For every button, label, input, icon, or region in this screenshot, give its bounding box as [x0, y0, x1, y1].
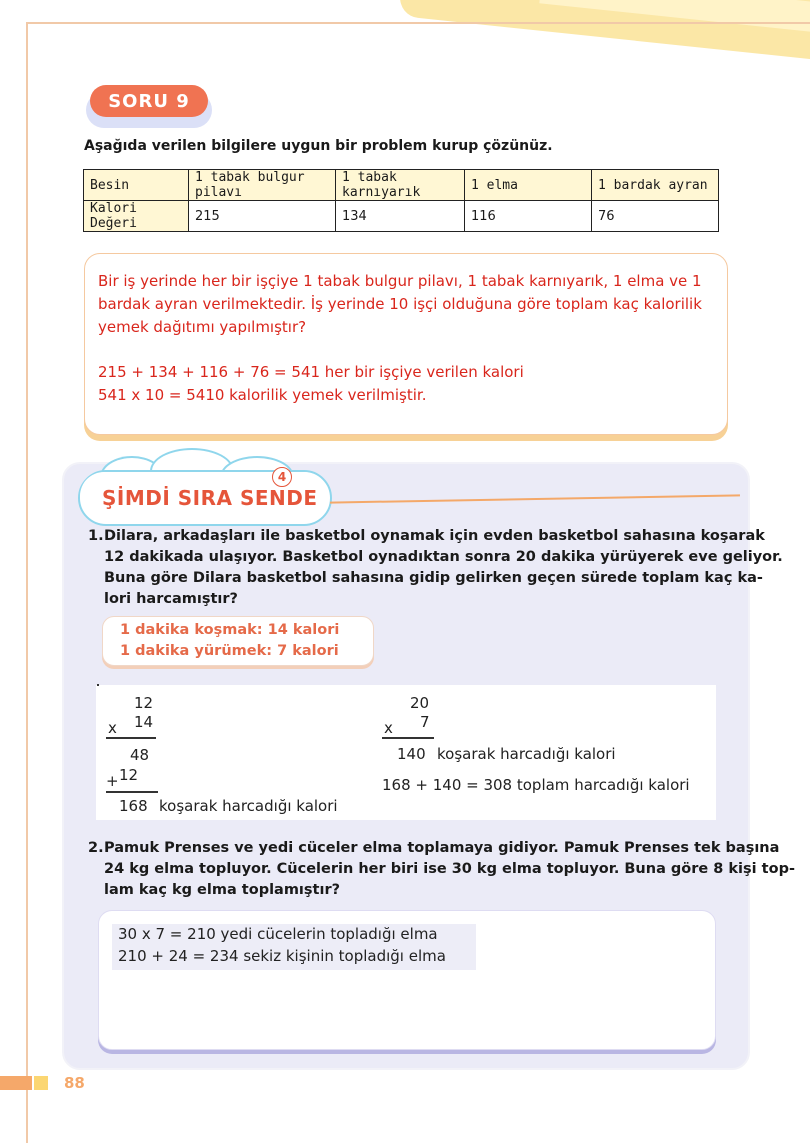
multiplicand: 12	[134, 694, 154, 712]
answer-line: 210 + 24 = 234 sekiz kişinin topladığı elma	[118, 947, 446, 965]
table-cell: 116	[465, 201, 592, 232]
table-header-cell: 1 tabak karnıyarık	[336, 170, 465, 201]
total-line: 168 + 140 = 308 toplam harcadığı kalori	[382, 776, 690, 794]
calorie-table	[83, 169, 719, 232]
hint-line: 1 dakika yürümek: 7 kalori	[120, 643, 339, 659]
partial-product: 48	[130, 746, 150, 764]
question-line: Dilara, arkadaşları ile basketbol oynamak için evden basketbol sahasına koşarak	[104, 528, 765, 544]
section-title: ŞİMDİ SIRA SENDE	[102, 486, 318, 510]
calc-line	[382, 737, 434, 739]
question-number: 2.	[88, 840, 104, 856]
table-header-cell: 1 bardak ayran	[592, 170, 719, 201]
section-number: 4	[272, 467, 292, 487]
question-badge: SORU 9	[90, 85, 208, 117]
calc-line	[106, 737, 156, 739]
multiply-sign: x	[108, 719, 117, 737]
question-line: lori harcamıştır?	[104, 591, 238, 607]
partial-product: 12	[119, 766, 139, 784]
table-header-cell: 1 tabak bulgur pilavı	[189, 170, 336, 201]
table-header-row	[84, 170, 719, 201]
multiplier: 14	[134, 713, 154, 731]
table-cell: 76	[592, 201, 719, 232]
question-line: 24 kg elma topluyor. Cücelerin her biri ise 30 kg elma topluyor. Buna göre 8 kişi top-	[104, 861, 795, 877]
instruction-text: Aşağıda verilen bilgilere uygun bir problem kurup çözünüz.	[84, 138, 553, 154]
table-header-cell: 1 elma	[465, 170, 592, 201]
table-row-label: Kalori Değeri	[84, 201, 189, 232]
table-header-cell: Besin	[84, 170, 189, 201]
footer-bar	[34, 1076, 48, 1090]
result-label: koşarak harcadığı kalori	[159, 797, 338, 815]
problem-line: bardak ayran verilmektedir. İş yerinde 10 işçi olduğuna göre toplam kaç kalorilik	[98, 295, 702, 313]
page-frame-left	[26, 22, 28, 1143]
footer-bar	[0, 1076, 32, 1090]
table-cell: 134	[336, 201, 465, 232]
multiplicand: 20	[410, 694, 430, 712]
multiply-sign: x	[384, 719, 393, 737]
multiplier: 7	[420, 713, 430, 731]
question-line: Buna göre Dilara basketbol sahasına gidip gelirken geçen sürede toplam kaç ka-	[104, 570, 763, 586]
question-line: Pamuk Prenses ve yedi cüceler elma toplamaya gidiyor. Pamuk Prenses tek başına	[104, 840, 780, 856]
table-row	[84, 201, 719, 232]
answer-line: 30 x 7 = 210 yedi cücelerin topladığı elma	[118, 925, 438, 943]
hint-line: 1 dakika koşmak: 14 kalori	[120, 622, 340, 638]
page-frame-top	[26, 22, 810, 24]
problem-line: Bir iş yerinde her bir işçiye 1 tabak bulgur pilavı, 1 tabak karnıyarık, 1 elma ve 1	[98, 272, 702, 290]
result-label: koşarak harcadığı kalori	[437, 745, 616, 763]
plus-sign: +	[106, 772, 119, 790]
question-line: lam kaç kg elma toplamıştır?	[104, 882, 341, 898]
page-number: 88	[64, 1074, 85, 1092]
solution-line: 541 x 10 = 5410 kalorilik yemek verilmiştir.	[98, 386, 427, 404]
solution-line: 215 + 134 + 116 + 76 = 541 her bir işçiye verilen kalori	[98, 363, 524, 381]
calc-line	[106, 791, 158, 793]
question-line: 12 dakikada ulaşıyor. Basketbol oynadıktan sonra 20 dakika yürüyerek eve geliyor.	[104, 549, 783, 565]
table-cell: 215	[189, 201, 336, 232]
calc-result: 140	[397, 745, 426, 763]
question-number: 1.	[88, 528, 104, 544]
dot-mark	[97, 684, 99, 686]
calc-result: 168	[119, 797, 148, 815]
problem-line: yemek dağıtımı yapılmıştır?	[98, 318, 307, 336]
